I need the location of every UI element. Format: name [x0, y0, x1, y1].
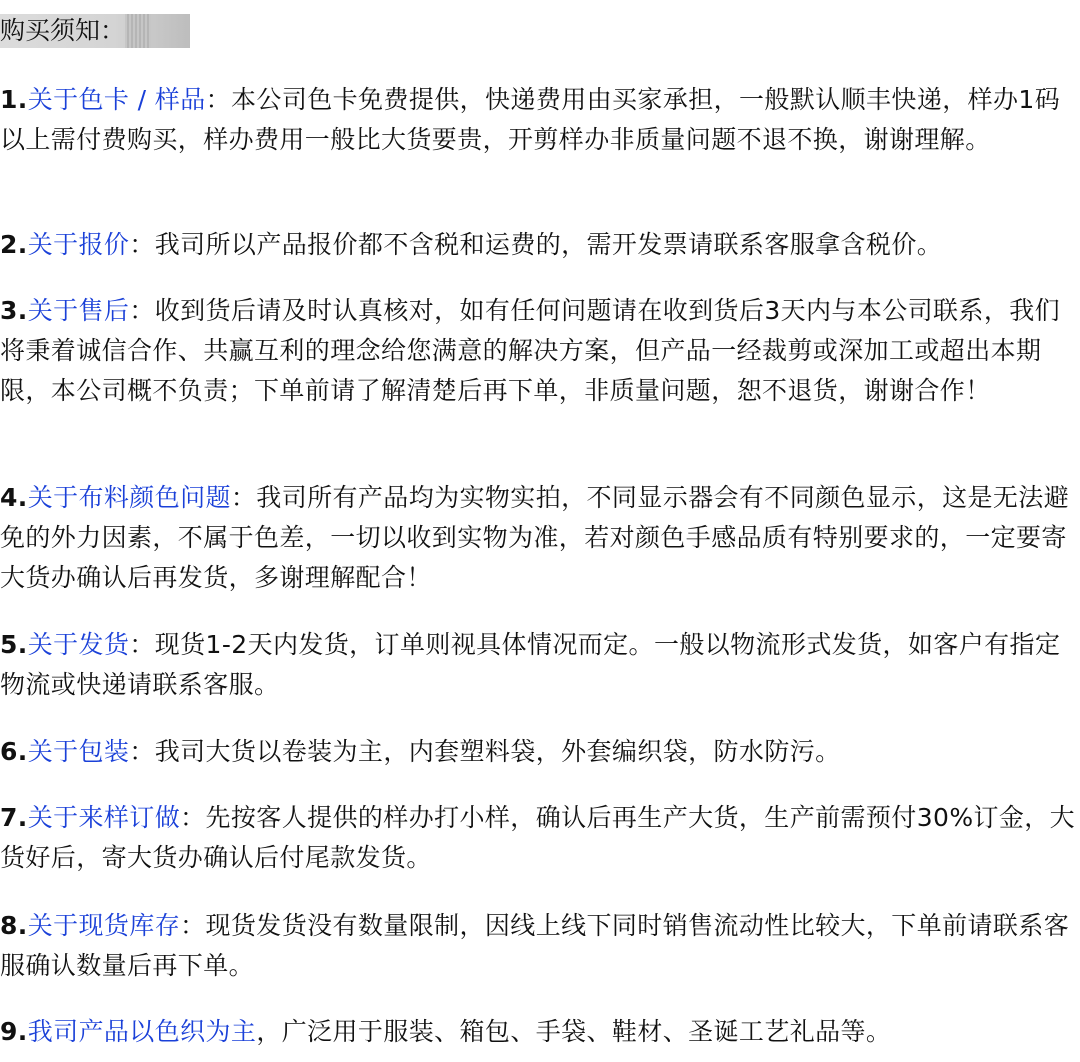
notice-item-stock — [0, 906, 1078, 986]
notice-item-packaging — [0, 732, 1078, 772]
item-heading: 关于发货 — [27, 630, 130, 659]
item-number: 2. — [0, 230, 28, 259]
item-heading: 关于报价 — [27, 230, 130, 259]
notice-item-custom-order — [0, 798, 1078, 878]
notice-item-after-sales — [0, 291, 1078, 411]
item-heading: 关于售后 — [27, 296, 130, 325]
item-body: ：我司所以产品报价都不含税和运费的，需开发票请联系客服拿含税价。 — [129, 230, 943, 259]
item-body: ：我司大货以卷装为主，内套塑料袋，外套编织袋，防水防污。 — [129, 737, 841, 766]
item-number: 8. — [0, 911, 28, 940]
item-body: ：收到货后请及时认真核对，如有任何问题请在收到货后3天内与本公司联系，我们将秉着诚信合作、共赢互利的理念给您满意的解决方案，但产品一经裁剪或深加工或超出本期限，本公司概不负责；下单前请了解清楚后再下单，非质量问题，恕不退货，谢谢合作！ — [0, 296, 1061, 405]
item-heading: 关于色卡 / 样品 — [27, 85, 206, 114]
item-number: 6. — [0, 737, 28, 766]
item-heading: 关于包装 — [27, 737, 130, 766]
item-body: ：现货发货没有数量限制，因线上线下同时销售流动性比较大，下单前请联系客服确认数量后再下单。 — [0, 911, 1070, 980]
item-number: 5. — [0, 630, 28, 659]
title-bar-decoration — [125, 14, 151, 48]
item-number: 9. — [0, 1017, 28, 1046]
item-body: ：现货1-2天内发货，订单则视具体情况而定。一般以物流形式发货，如客户有指定物流或快递请联系客服。 — [0, 630, 1061, 699]
item-number: 7. — [0, 803, 28, 832]
notice-title-text: 购买须知： — [0, 16, 126, 45]
item-heading: 关于布料颜色问题 — [27, 483, 231, 512]
notice-item-products — [0, 1012, 1078, 1052]
item-number: 3. — [0, 296, 28, 325]
item-heading: 我司产品以色织为主 — [27, 1017, 257, 1046]
item-heading: 关于来样订做 — [27, 803, 181, 832]
notice-item-fabric-color — [0, 478, 1078, 598]
item-body: ：我司所有产品均为实物实拍，不同显示器会有不同颜色显示，这是无法避免的外力因素，不属于色差，一切以收到实物为准，若对颜色手感品质有特别要求的，一定要寄大货办确认后再发货，多谢理解配合！ — [0, 483, 1070, 592]
notice-item-sample-card — [0, 80, 1078, 160]
notice-item-pricing — [0, 225, 1078, 265]
item-number: 1. — [0, 85, 28, 114]
item-heading: 关于现货库存 — [27, 911, 181, 940]
item-number: 4. — [0, 483, 28, 512]
notice-title — [0, 14, 190, 48]
item-body: ：先按客人提供的样办打小样，确认后再生产大货，生产前需预付30%订金，大货好后，寄大货办确认后付尾款发货。 — [0, 803, 1076, 872]
notice-item-shipping — [0, 625, 1078, 705]
item-body: ：本公司色卡免费提供，快递费用由买家承担，一般默认顺丰快递，样办1码以上需付费购买，样办费用一般比大货要贵，开剪样办非质量问题不退不换，谢谢理解。 — [0, 85, 1061, 154]
item-body: ，广泛用于服装、箱包、手袋、鞋材、圣诞工艺礼品等。 — [256, 1017, 892, 1046]
